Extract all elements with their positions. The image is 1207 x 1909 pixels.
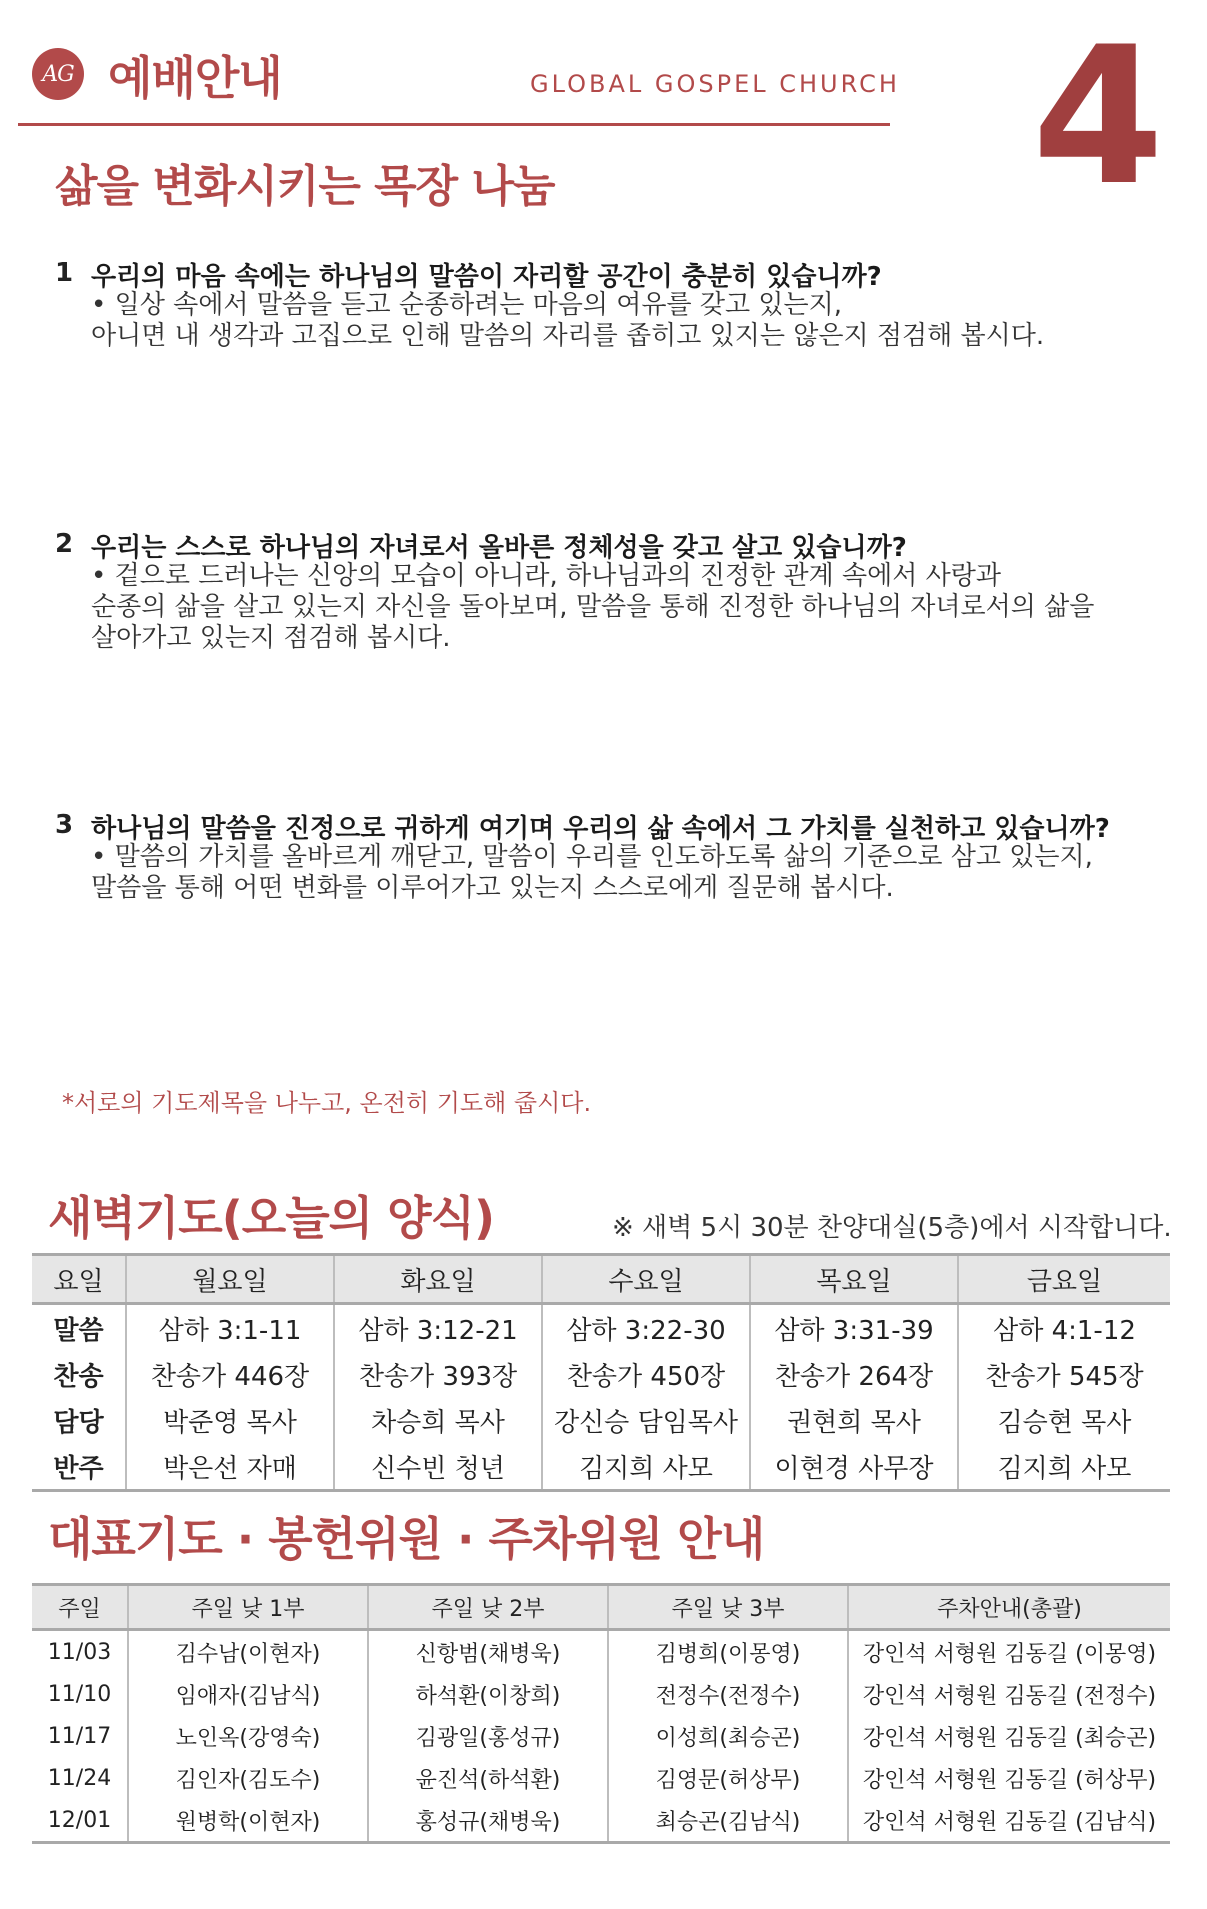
table-cell: 김병희(이몽영) (608, 1630, 848, 1674)
logo-text: AG (42, 61, 74, 87)
dawn-prayer-note: ※ 새벽 5시 30분 찬양대실(5층)에서 시작합니다. (612, 1213, 1172, 1243)
table-cell: 삼하 3:1-11 (126, 1304, 334, 1352)
table-cell: 홍성규(채병욱) (368, 1799, 608, 1843)
date-cell: 11/17 (47, 1723, 112, 1749)
representatives-title: 대표기도 · 봉헌위원 · 주차위원 안내 (48, 1512, 765, 1566)
question-description: • 겉으로 드러나는 신앙의 모습이 아니라, 하나님과의 진정한 관계 속에서 사랑과 순종의 삶을 살고 있는지 자신을 돌아보며, 말씀을 통해 진정한 하나님의 자녀로서의 삶을 살아가고 있는지 점검해 봅시다. (91, 561, 1095, 653)
table-cell: 윤진석(하석환) (368, 1757, 608, 1799)
column-header: 주일 낮 3부 (608, 1585, 848, 1630)
date-cell: 12/01 (32, 1799, 128, 1843)
table-row (32, 1673, 1170, 1715)
prayer-note: *서로의 기도제목을 나누고, 온전히 기도해 줍시다. (62, 1089, 592, 1117)
column-header: 주일 (32, 1585, 128, 1630)
table-cell: 권현희 목사 (750, 1397, 958, 1443)
question-title: 우리는 스스로 하나님의 자녀로서 올바른 정체성을 갖고 살고 있습니까? (91, 533, 907, 563)
table-cell: 박은선 자매 (126, 1443, 334, 1491)
table-cell: 찬송가 446장 (126, 1351, 334, 1397)
table-cell: 이성희(최승곤) (608, 1715, 848, 1757)
table-cell: 김지희 사모 (542, 1443, 750, 1491)
table-cell: 신항범(채병욱) (368, 1630, 608, 1674)
table-cell: 노인옥(강영숙) (128, 1715, 368, 1757)
table-cell: 강인석 서형원 김동길 (김남식) (848, 1799, 1170, 1843)
question-title: 하나님의 말씀을 진정으로 귀하게 여기며 우리의 삶 속에서 그 가치를 실천하고 있습니까? (91, 814, 1110, 844)
table-header-row (32, 1585, 1170, 1630)
table-cell: 김인자(김도수) (128, 1757, 368, 1799)
table-cell: 이현경 사무장 (750, 1443, 958, 1491)
table-row (32, 1443, 1170, 1491)
table-row (32, 1799, 1170, 1843)
church-name: GLOBAL GOSPEL CHURCH (530, 70, 900, 98)
question-title: 우리의 마음 속에는 하나님의 말씀이 자리할 공간이 충분히 있습니까? (91, 262, 882, 292)
row-header: 찬송 (53, 1361, 104, 1392)
page-number: 4 (1032, 6, 1165, 227)
table-cell: 강인석 서형원 김동길 (전정수) (848, 1673, 1170, 1715)
row-header: 반주 (32, 1443, 126, 1491)
table-cell: 찬송가 393장 (334, 1351, 542, 1397)
table-cell: 김영문(허상무) (608, 1757, 848, 1799)
table-cell: 찬송가 450장 (542, 1351, 750, 1397)
column-header: 주일 낮 1부 (128, 1585, 368, 1630)
table-cell: 임애자(김남식) (128, 1673, 368, 1715)
dawn-prayer-title: 새벽기도(오늘의 양식) (48, 1191, 494, 1245)
table-cell: 강인석 서형원 김동길 (최승곤) (848, 1715, 1170, 1757)
table-cell: 삼하 3:12-21 (334, 1304, 542, 1352)
table-cell: 전정수(전정수) (608, 1673, 848, 1715)
header-divider (18, 123, 890, 126)
column-header: 목요일 (750, 1255, 958, 1304)
table-cell: 원병학(이현자) (128, 1799, 368, 1843)
table-cell: 김수남(이현자) (128, 1630, 368, 1674)
column-header: 금요일 (958, 1255, 1170, 1304)
table-cell: 삼하 4:1-12 (958, 1304, 1170, 1352)
column-header: 요일 (32, 1255, 126, 1304)
column-header: 주일 낮 2부 (368, 1585, 608, 1630)
table-header-row (32, 1255, 1170, 1304)
table-cell: 김승현 목사 (958, 1397, 1170, 1443)
table-cell: 강인석 서형원 김동길 (허상무) (848, 1757, 1170, 1799)
question-number: 3 (55, 810, 74, 840)
column-header: 월요일 (126, 1255, 334, 1304)
table-row (32, 1715, 1170, 1757)
table-cell: 삼하 3:31-39 (750, 1304, 958, 1352)
question-number: 1 (55, 258, 74, 288)
table-row (32, 1351, 1170, 1397)
table-cell: 차승희 목사 (334, 1397, 542, 1443)
table-cell: 김광일(홍성규) (368, 1715, 608, 1757)
table-cell: 찬송가 264장 (750, 1351, 958, 1397)
table-cell: 찬송가 545장 (958, 1351, 1170, 1397)
column-header: 주차안내(총괄) (848, 1585, 1170, 1630)
date-cell: 11/10 (47, 1681, 112, 1707)
table-cell: 하석환(이창희) (368, 1673, 608, 1715)
column-header: 수요일 (542, 1255, 750, 1304)
question-description: • 말씀의 가치를 올바르게 깨닫고, 말씀이 우리를 인도하도록 삶의 기준으로 삼고 있는지, 말씀을 통해 어떤 변화를 이루어가고 있는지 스스로에게 질문해 봅시다. (91, 842, 1093, 903)
representatives-table (32, 1583, 1170, 1844)
table-row (32, 1397, 1170, 1443)
church-logo (32, 48, 84, 100)
page-subtitle: 삶을 변화시키는 목장 나눔 (55, 161, 555, 212)
row-header: 담당 (53, 1407, 104, 1438)
table-cell: 최승곤(김남식) (608, 1799, 848, 1843)
table-cell: 김지희 사모 (958, 1443, 1170, 1491)
table-cell: 강신승 담임목사 (542, 1397, 750, 1443)
table-row (32, 1304, 1170, 1352)
table-cell: 박준영 목사 (126, 1397, 334, 1443)
table-cell: 강인석 서형원 김동길 (이몽영) (848, 1630, 1170, 1674)
question-number: 2 (55, 529, 74, 559)
section-title: 예배안내 (108, 51, 282, 105)
table-row (32, 1757, 1170, 1799)
table-row (32, 1630, 1170, 1674)
date-cell: 11/24 (47, 1765, 112, 1791)
table-cell: 삼하 3:22-30 (542, 1304, 750, 1352)
row-header: 말씀 (53, 1315, 104, 1346)
date-cell: 11/03 (47, 1639, 112, 1665)
dawn-prayer-table (32, 1253, 1170, 1492)
question-description: • 일상 속에서 말씀을 듣고 순종하려는 마음의 여유를 갖고 있는지, 아니면 내 생각과 고집으로 인해 말씀의 자리를 좁히고 있지는 않은지 점검해 봅시다. (91, 290, 1045, 351)
table-cell: 신수빈 청년 (334, 1443, 542, 1491)
column-header: 화요일 (334, 1255, 542, 1304)
